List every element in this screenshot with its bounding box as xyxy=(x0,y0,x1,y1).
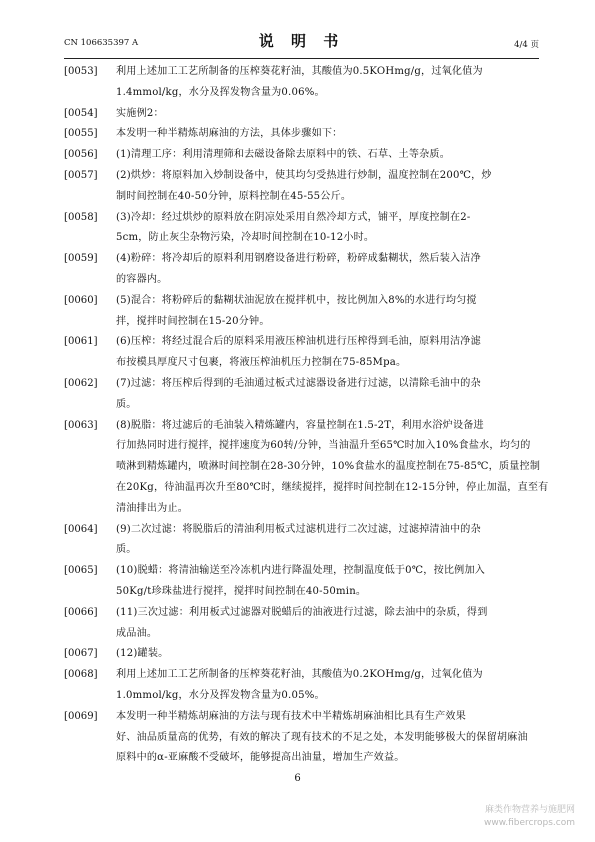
text-line: (11)三次过滤：利用板式过滤器对脱蜡后的油液进行过滤，除去油中的杂质，得到 xyxy=(116,606,488,618)
text-line: 1.0mmol/kg，水分及挥发物含量为0.05%。 xyxy=(116,689,325,701)
paragraph-text xyxy=(116,332,544,374)
page-indicator: 4/4 页 xyxy=(514,40,539,50)
paragraph-text xyxy=(116,249,544,291)
document-body xyxy=(64,62,549,769)
paragraph xyxy=(64,665,544,707)
paragraph-number: [0065] xyxy=(64,565,98,577)
paragraph xyxy=(64,603,544,645)
paragraph-number: [0064] xyxy=(64,523,98,535)
text-line: 1.4mmol/kg，水分及挥发物含量为0.06%。 xyxy=(116,86,325,98)
paragraph-number: [0054] xyxy=(64,107,98,119)
text-line: (3)冷却：经过烘炒的原料放在阴凉处采用自然冷却方式，铺平，厚度控制在2- xyxy=(116,211,471,223)
text-line: 质。 xyxy=(116,544,137,556)
text-line: 利用上述加工工艺所制备的压榨葵花籽油，其酸值为0.2KOHmg/g，过氧化值为 xyxy=(116,669,483,681)
paragraph xyxy=(64,208,544,250)
paragraph xyxy=(64,249,544,291)
paragraph-number: [0066] xyxy=(64,606,98,618)
text-line: 50Kg/t珍珠盐进行搅拌，搅拌时间控制在40-50min。 xyxy=(116,585,367,597)
paragraph-text xyxy=(116,166,544,208)
document-title: 说 明 书 xyxy=(258,32,345,50)
paragraph xyxy=(64,145,544,166)
text-line: 好、油品质量高的优势，有效的解决了现有技术的不足之处，本发明能够极大的保留胡麻油 xyxy=(116,731,528,743)
text-line: (4)粉碎：将冷却后的原料利用钢磨设备进行粉碎，粉碎成黏糊状，然后装入洁净 xyxy=(116,253,481,265)
text-line: 5cm，防止灰尘杂物污染，冷却时间控制在10-12小时。 xyxy=(116,232,375,244)
text-line: (5)混合：将粉碎后的黏糊状油泥放在搅拌机中，按比例加入8%的水进行均匀搅 xyxy=(116,294,477,306)
paragraph-number: [0058] xyxy=(64,211,98,223)
text-line: 实施例2： xyxy=(116,107,164,119)
paragraph-text xyxy=(116,644,544,665)
paragraph xyxy=(64,62,544,104)
paragraph-text xyxy=(116,520,544,562)
text-line: 布按模具厚度尺寸包裹，将液压榨油机压力控制在75-85Mpa。 xyxy=(116,357,407,369)
paragraph-text xyxy=(116,374,544,416)
paragraph xyxy=(64,104,544,125)
text-line: (9)二次过滤：将脱脂后的清油利用板式过滤机进行二次过滤，过滤掉清油中的杂 xyxy=(116,523,481,535)
paragraph-text xyxy=(116,291,544,333)
text-line: 原料中的α-亚麻酸不受破坏，能够提高出油量，增加生产效益。 xyxy=(116,752,405,764)
paragraph-number: [0062] xyxy=(64,377,98,389)
paragraph-number: [0055] xyxy=(64,128,98,140)
text-line: 利用上述加工工艺所制备的压榨葵花籽油，其酸值为0.5KOHmg/g，过氧化值为 xyxy=(116,66,483,77)
paragraph-text xyxy=(116,62,544,104)
paragraph-text xyxy=(116,145,544,166)
text-line: (12)罐装。 xyxy=(116,648,169,660)
text-line: 制时间控制在40-50分钟，原料控制在45-55公斤。 xyxy=(116,190,352,202)
publication-number: CN 106635397 A xyxy=(64,38,139,48)
paragraph xyxy=(64,124,544,145)
text-line: (1)清理工序：利用清理筛和去磁设备除去原料中的铁、石草、土等杂质。 xyxy=(116,149,451,161)
paragraph-text xyxy=(116,124,544,145)
text-line: 的容器内。 xyxy=(116,273,168,285)
paragraph-text xyxy=(116,104,544,125)
paragraph-text xyxy=(116,416,548,520)
text-line: (8)脱脂：将过滤后的毛油装入精炼罐内，容量控制在1.5-2T，利用水浴炉设备进 xyxy=(116,419,484,431)
text-line: 清油排出为止。 xyxy=(116,502,189,514)
paragraph-number: [0059] xyxy=(64,253,98,265)
text-line: 在20Kg，待油温再次升至80℃时，继续搅拌，搅拌时间控制在12-15分钟，停止加温，直至有 xyxy=(116,481,549,493)
paragraph xyxy=(64,166,544,208)
paragraph xyxy=(64,374,544,416)
paragraph-number: [0061] xyxy=(64,336,98,348)
paragraph-text xyxy=(116,208,544,250)
paragraph-text xyxy=(116,665,544,707)
text-line: (7)过滤：将压榨后得到的毛油通过板式过滤器设备进行过滤，以清除毛油中的杂 xyxy=(116,377,481,389)
paragraph xyxy=(64,644,544,665)
paragraph-number: [0069] xyxy=(64,710,98,722)
paragraph-number: [0057] xyxy=(64,169,98,181)
paragraph xyxy=(64,520,544,562)
paragraph xyxy=(64,707,544,769)
paragraph-text xyxy=(116,707,544,769)
paragraph-number: [0067] xyxy=(64,648,98,660)
paragraph xyxy=(64,561,544,603)
text-line: 拌，搅拌时间控制在15-20分钟。 xyxy=(116,315,270,327)
paragraph-number: [0056] xyxy=(64,149,98,161)
text-line: 喷淋到精炼罐内，喷淋时间控制在28-30分钟，10%食盐水的温度控制在75-85℃，质量控制 xyxy=(116,461,541,473)
paragraph xyxy=(64,416,549,520)
paragraph-number: [0060] xyxy=(64,294,98,306)
text-line: 本发明一种半精炼胡麻油的方法，具体步骤如下： xyxy=(116,128,343,140)
text-line: 本发明一种半精炼胡麻油的方法与现有技术中半精炼胡麻油相比具有生产效果 xyxy=(116,710,466,722)
text-line: 成品油。 xyxy=(116,627,158,639)
watermark-title: 麻类作物营养与施肥网 xyxy=(484,805,575,815)
paragraph xyxy=(64,291,544,333)
text-line: (10)脱蜡：将清油输送至冷冻机内进行降温处理，控制温度低于0℃，按比例加入 xyxy=(116,565,486,577)
header-rule xyxy=(64,58,539,59)
paragraph-number: [0063] xyxy=(64,419,98,431)
page-header xyxy=(64,30,539,54)
paragraph-text xyxy=(116,603,544,645)
paragraph-number: [0053] xyxy=(64,66,98,77)
paragraph-text xyxy=(116,561,544,603)
watermark-url: www.fibercrops.com xyxy=(484,818,575,828)
page-number: 6 xyxy=(294,773,301,784)
paragraph xyxy=(64,332,544,374)
text-line: (2)烘炒：将原料加入炒制设备中，使其均匀受热进行炒制，温度控制在200℃，炒 xyxy=(116,169,492,181)
watermark xyxy=(484,804,575,830)
paragraph-number: [0068] xyxy=(64,669,98,681)
text-line: 质。 xyxy=(116,398,137,410)
text-line: 行加热同时进行搅拌，搅拌速度为60转/分钟，当油温升至65℃时加入10%食盐水，均匀的 xyxy=(116,440,531,452)
text-line: (6)压榨：将经过混合后的原料采用液压榨油机进行压榨得到毛油，原料用洁净滤 xyxy=(116,336,481,348)
